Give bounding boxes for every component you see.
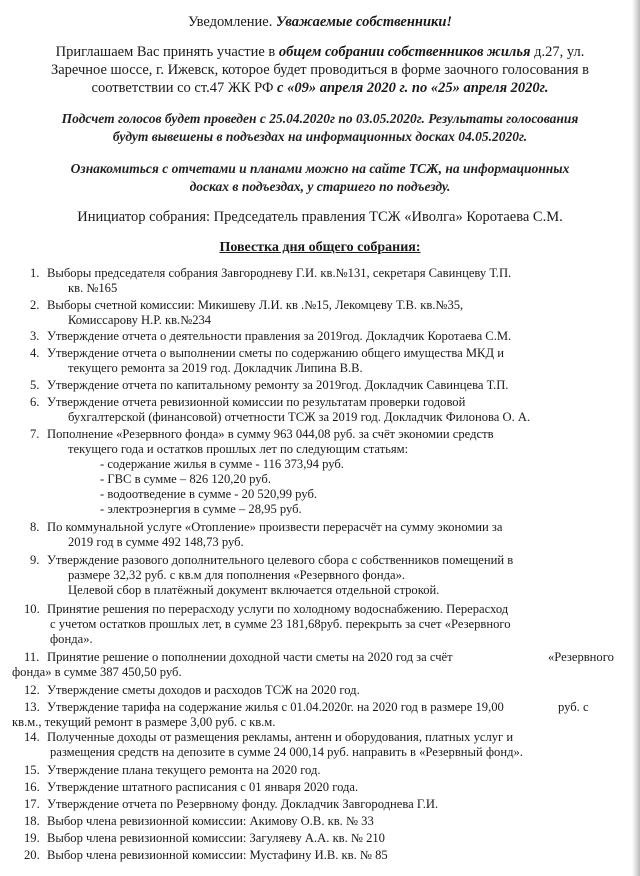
agenda-item-text: Утверждение тарифа на содержание жилья с 01.04.2020г. на 2020 год в размере 19,00 xyxy=(47,700,504,714)
page-edge-shadow xyxy=(632,0,640,876)
agenda-item-continuation: фонда». xyxy=(50,632,93,646)
invite-line-1 xyxy=(0,44,640,61)
notice-title: Уважаемые собственники! xyxy=(275,14,453,30)
agenda-item-number: 1. xyxy=(30,266,40,280)
agenda-item-text: Выбор члена ревизионной комиссии: Загуляеву А.А. кв. № 210 xyxy=(47,831,385,845)
agenda-item-number: 11. xyxy=(24,650,40,664)
agenda-item-number: 14. xyxy=(24,730,40,744)
invite-line-2: Заречное шоссе, г. Ижевск, которое будет проводиться в форме заочного голосования в xyxy=(50,62,590,78)
agenda-item-text: Утверждение разового дополнительного целевого сбора с собственников помещений в xyxy=(47,553,514,567)
agenda-item-text: Утверждение отчета по капитальному ремонту за 2019год. Докладчик Савинцева Т.П. xyxy=(47,378,509,392)
reports-line-1: Ознакомиться с отчетами и планами можно на сайте ТСЖ, на информационных xyxy=(70,161,570,176)
agenda-item-text: По коммунальной услуге «Отопление» произвести перерасчёт на сумму экономии за xyxy=(47,520,503,534)
agenda-item-number: 16. xyxy=(24,780,40,794)
agenda-item-text: Утверждение отчета по Резервному фонду. Докладчик Завгороднева Г.И. xyxy=(47,797,439,811)
agenda-item-continuation: фонда» в сумме 387 450,50 руб. xyxy=(12,665,182,679)
agenda-item-text: Полученные доходы от размещения рекламы, антенн и оборудования, платных услуг и xyxy=(47,730,514,744)
agenda-item-continuation: - водоотведение в сумме - 20 520,99 руб. xyxy=(100,487,317,501)
agenda-item-continuation: Целевой сбор в платёжный документ включается отдельной строкой. xyxy=(68,583,440,597)
agenda-item-number: 4. xyxy=(30,346,40,360)
agenda-item-tail: руб. с xyxy=(558,700,589,714)
invite-text: Приглашаем Вас принять участие в xyxy=(55,44,279,60)
agenda-item-number: 2. xyxy=(30,298,40,312)
agenda-item-continuation: - ГВС в сумме – 826 120,20 руб. xyxy=(100,472,271,486)
agenda-item-number: 6. xyxy=(30,395,40,409)
agenda-item-continuation: кв.м., текущий ремонт в размере 3,00 руб. с кв.м. xyxy=(12,715,276,729)
agenda-item-number: 7. xyxy=(30,427,40,441)
meeting-name: общем собрании собственников жилья xyxy=(278,44,531,60)
agenda-item-number: 15. xyxy=(24,763,40,777)
agenda-item-continuation: - электроэнергия в сумме – 28,95 руб. xyxy=(100,502,302,516)
agenda-item-number: 3. xyxy=(30,329,40,343)
agenda-item-text: Утверждение плана текущего ремонта на 2020 год. xyxy=(47,763,321,777)
agenda-item-continuation: кв. №165 xyxy=(68,281,118,295)
agenda-item-continuation: Комиссарову Н.Р. кв.№234 xyxy=(68,313,212,327)
agenda-item-number: 13. xyxy=(24,700,40,714)
agenda-item-continuation: - содержание жилья в сумме - 116 373,94 руб. xyxy=(100,457,344,471)
agenda-item-continuation: бухгалтерской (финансовой) отчетности ТСЖ за 2019 год. Докладчик Филонова О. А. xyxy=(68,410,531,424)
agenda-item-continuation: размещения средств на депозите в сумме 24 000,14 руб. направить в «Резервный фонд». xyxy=(50,745,523,759)
counting-line-2: будут вывешены в подъездах на информационных досках 04.05.2020г. xyxy=(112,129,528,144)
agenda-item-number: 5. xyxy=(30,378,40,392)
agenda-title: Повестка дня общего собрания: xyxy=(219,240,421,255)
invite-law-text: соответствии со ст.47 ЖК РФ xyxy=(91,80,278,96)
agenda-item-number: 9. xyxy=(30,553,40,567)
notice-prefix: Уведомление. xyxy=(187,14,276,30)
agenda-item-number: 20. xyxy=(24,848,40,862)
invite-address: д.27, ул. xyxy=(530,44,585,60)
counting-line-1: Подсчет голосов будет проведен с 25.04.2020г по 03.05.2020г. Результаты голосования xyxy=(61,111,579,126)
agenda-item-text: Принятие решение о пополнении доходной части сметы на 2020 год за счёт xyxy=(47,650,453,664)
agenda-item-text: Утверждение штатного расписания с 01 января 2020 года. xyxy=(47,780,359,794)
agenda-item-text: Выборы счетной комиссии: Микишеву Л.И. кв .№15, Лекомцеву Т.В. кв.№35, xyxy=(47,298,464,312)
reports-line-2: досках в подъездах, у старшего по подъезду. xyxy=(189,179,451,194)
agenda-item-continuation: с учетом остатков прошлых лет, в сумме 23 181,68руб. перекрыть за счет «Резервного xyxy=(50,617,511,631)
agenda-item-continuation: 2019 год в сумме 492 148,73 руб. xyxy=(68,535,244,549)
agenda-item-text: Выбор члена ревизионной комиссии: Мустафину И.В. кв. № 85 xyxy=(47,848,388,862)
agenda-item-text: Утверждение отчета о выполнении сметы по содержанию общего имущества МКД и xyxy=(47,346,504,360)
initiator-line: Инициатор собрания: Председатель правления ТСЖ «Иволга» Коротаева С.М. xyxy=(77,209,563,225)
agenda-item-text: Выборы председателя собрания Завгородневу Г.И. кв.№131, секретаря Савинцеву Т.П. xyxy=(47,266,512,280)
agenda-item-number: 8. xyxy=(30,520,40,534)
agenda-item-text: Принятие решения по перерасходу услуги по холодному водоснабжению. Перерасход xyxy=(47,602,509,616)
agenda-item-number: 12. xyxy=(24,683,40,697)
invite-line-3 xyxy=(0,80,640,97)
agenda-item-text: Утверждение сметы доходов и расходов ТСЖ на 2020 год. xyxy=(47,683,360,697)
agenda-item-text: Пополнение «Резервного фонда» в сумму 963 044,08 руб. за счёт экономии средств xyxy=(47,427,494,441)
notice-heading xyxy=(0,14,640,31)
agenda-item-continuation: текущего года и остатков прошлых лет по следующим статьям: xyxy=(68,442,409,456)
agenda-item-tail: «Резервного xyxy=(548,650,614,664)
voting-period: с «09» апреля 2020 г. по «25» апреля 2020г. xyxy=(277,80,549,96)
agenda-item-number: 10. xyxy=(24,602,40,616)
agenda-item-number: 19. xyxy=(24,831,40,845)
agenda-item-continuation: размере 32,32 руб. с кв.м для пополнения «Резервного фонда». xyxy=(68,568,406,582)
agenda-item-text: Утверждение отчета ревизионной комиссии по результатам проверки годовой xyxy=(47,395,466,409)
agenda-item-number: 18. xyxy=(24,814,40,828)
agenda-item-number: 17. xyxy=(24,797,40,811)
agenda-item-continuation: текущего ремонта за 2019 год. Докладчик Липина В.В. xyxy=(68,361,363,375)
agenda-item-text: Утверждение отчета о деятельности правления за 2019год. Докладчик Коротаева С.М. xyxy=(47,329,512,343)
agenda-item-text: Выбор члена ревизионной комиссии: Акимову О.В. кв. № 33 xyxy=(47,814,374,828)
